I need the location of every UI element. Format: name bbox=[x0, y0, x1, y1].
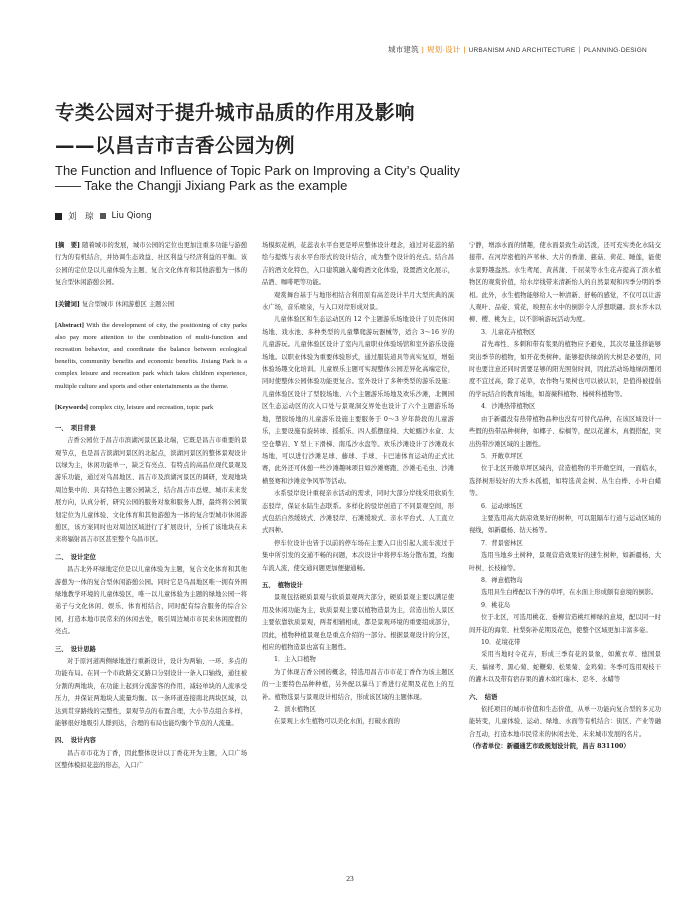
text-column-2 bbox=[262, 240, 454, 729]
paragraph: 水系驳岸设计重视亲水活动的需求，同时大部分岸线采用软质生态驳岸，保证水陆生态联系。多样化的驳岸创造了不同景观空间，形式包括自然缓坡式、沙滩驳岸、石滩缓坡式、亲水平台式、人工直立式四种。 bbox=[262, 490, 454, 535]
paragraph: 采用当地时令花卉，形成三季有花的景象，如薰衣草、德国景天、福禄考、黑心菊、蛇鞭菊、松果菊、金鸡菊；冬季可选用观枝干的灌木以及带有宿存果的灌木如红瑞木、忍冬、水蜡等 bbox=[469, 651, 661, 684]
square-bullet-icon bbox=[55, 213, 62, 220]
section-heading: 三、 设计思路 bbox=[55, 645, 96, 653]
paragraph: 场模拟花柄，花蕊表水平台更是呼应整体设计理念，通过对花蕊的描绘与提炼与表水平台形式的设计结合，成为整个设计的亮点。结合昌吉的酒文化特色，入口建筑融入葡萄酒文化体验，设置酒文化展示，品酒、咖啡吧等功能。 bbox=[262, 242, 454, 287]
section-heading: 二、 设计定位 bbox=[55, 553, 96, 561]
author-affiliation: （作者单位：新疆通艺市政规划设计院，昌吉 831100） bbox=[469, 743, 630, 751]
paragraph: 宁静，增添水面的情趣，使水面景致生动活泼，还可充实类化水陆交接带。在河岸密植的芦苇林、大片的香蒲、慈菇、荷花、睡莲，能使水景野趣盎然。水生鸢尾、黄菖蒲、千屈菜等水生花卉提高了滨水植物区的观赏价值，给水岸线带来清新怡人的自然景观和四季分明的季相。此外，水生植物能够给人一种清新、舒畅的感觉，不仅可以让游人观叶、品姿、赏花，映照在水中的倒影令人浮想联翩。滨水乔木以柳、樱、桃为主，以不影响游玩活动为度。 bbox=[469, 242, 661, 324]
keywords-cn: [关键词] 复合型城市 休闲游憩区 主题公园 bbox=[55, 300, 175, 308]
author-name-cn: 刘 琼 bbox=[68, 212, 94, 222]
section-heading: 五、 植物设计 bbox=[262, 581, 303, 589]
subsection-heading: 2．滨水植物区 bbox=[273, 706, 316, 714]
paragraph: 儿童体验区和生态运动区的 12 个主题游乐场地设计了贝壳休闲场地、戏水池、多种类型的儿童攀爬游玩器械等，适合 3～16 岁的儿童游玩。儿童体验区设计了室内儿童职业体验场馆和室外游乐设施场地。以职业体验为重要体验形式，通过服装道具等真实复原，增强体验场趣文化培训。儿童娱乐主题可实现整体公园差异化高端定位，同时使整体公园体验功能更复合。室外设计了多种类型的游乐设施：儿童体验区设计了型胶场地、六个主题游乐场地及欢乐沙滩，北侧园区生态运动区的次入口处与景观洞交界处也设计了六个主题游乐场地，塑胶场地的儿童游乐设施主要服务于 0～3 岁年龄段的儿童游乐，主要设施有旋转球、摇摇乐、四人摇摆座椅、大蛇蠕沙水盒、太空仓攀岩、Y 型上下滑梯、南瓜沙水盘等。欢乐沙滩设计了沙滩戏水场地，可以进行沙滩足球、藤球、手球、卡巴迪体育运动的正式比赛，此外还可休憩一些沙滩趣味项目如沙滩赛跑、沙滩毛毛虫、沙滩横竖赛和沙滩竞争风筝等活动。 bbox=[262, 316, 454, 485]
paragraph: 依托项目的城市价值和生态价值，从单一功能向复合型的多元功能转变，儿童体验、运动、绿地、水面等有机结合：街区、产业等融合互动，打造本地市民常来的休闲去处、未来城市发展的名片。 bbox=[469, 706, 661, 738]
subsection-heading: 8．禅意植物岛 bbox=[480, 576, 523, 584]
header-separator: | bbox=[578, 45, 581, 54]
section-heading: 一、 项目背景 bbox=[55, 424, 96, 432]
author-name-en: Liu Qiong bbox=[111, 211, 152, 221]
subsection-heading: 4．沙滩热带植物区 bbox=[480, 403, 536, 411]
paragraph: 主要选用高大荫凉效果好的树种，可以阻隔车行道与运动区域的视线，如新疆杨、钻天杨等。 bbox=[469, 514, 661, 535]
header-separator: | bbox=[463, 45, 466, 54]
paragraph: 昌吉市市花为丁香，因此整体设计以丁香花开为主题，入口广场区整体模拟花蕊的形态，入口广 bbox=[55, 749, 247, 770]
paragraph: 由于新疆没有热带植物品种也没有可替代品种，在该区域设计一些假的热带品种树种，如椰子、棕榈等，配以花灌木，真假搭配，突出热带沙滩区域的主题性。 bbox=[469, 415, 661, 448]
title-cn: 专类公园对于提升城市品质的作用及影响 bbox=[55, 101, 416, 124]
keywords-en: [Keywords] complex city, leisure and recreation, topic park bbox=[55, 403, 214, 411]
author-line bbox=[55, 210, 152, 222]
subtitle-en: —— Take the Changji Jixiang Park as the example bbox=[55, 178, 348, 193]
text-column-1 bbox=[55, 240, 247, 773]
header-separator: | bbox=[421, 45, 424, 54]
section-heading: 四、 设计内容 bbox=[55, 737, 96, 745]
header-journal: 城市建筑 bbox=[388, 45, 419, 54]
square-bullet-icon bbox=[100, 213, 106, 219]
paragraph: 景观包括硬质景观与软质景观两大部分，硬质景观主要以满足使用及休闲功能为主，软质景观主要以植物造景为主，营造出怡人景区主要依靠软质景观，两者相辅相成，都是景观环境的重要组成部分，因此，植物种植景观也是重点介绍的一部分。根据景观设计的分区，相应的植物造景也富有主题性。 bbox=[262, 594, 454, 651]
paragraph: 在景观上水生植物可以美化水面，打破水面的 bbox=[273, 718, 400, 726]
abstract-cn: [摘 要] 随着城市的发展，城市公园的定位也更加注重多功能与游憩行为的有机结合，并协调生态效益、社区利益与经济利益的平衡。该公园的定位是以儿童体验为主题、复合文化体育和其他游憩为一体的复合型休闲游憩公园。 bbox=[55, 242, 247, 287]
paragraph: 首先毒性、多刺和带有浆果的植物应予避免，其次尽量选择能够突出季节的植物，如开花类树种。能够提供绿荫的大树是必要的，同时也要注意还同时需要足够的阳光照射时间，因此活动场地绿荫覆闭度不宜过高，除了花草，农作物与果树也可以被认识，是值得被提倡的学玩结合的教育场地，如蔷薇科植物、榛树科植物等。 bbox=[469, 341, 661, 398]
header-section-cn: 规划·设计 bbox=[426, 45, 461, 54]
title-en: The Function and Influence of Topic Park on Improving a City’s Quality bbox=[55, 163, 460, 178]
paragraph: 选用具生白桦配以千净的草坪，在水面上形成颇有意境的倒影。 bbox=[480, 589, 658, 597]
paragraph: 吉香公园位于昌吉市滨湖河景区最北端，它既是昌吉市重要的景观节点，也是昌吉滨湖河景区的北起点，滨湖河景区的整体景观设计以绿为主，休闲功能单一，缺乏有亮点、有特点的高品位现代景观及游乐功能，通过对乌昌地区、昌吉市及滨湖河景区的调研，发现地块周边集中的、具有特色主题公园缺乏，结合昌吉市总规、城市未来发展方向，认真分析，研究公园的服务对象和服务人群，最终将公园策划定位为儿童体验、文化体育和其他游憩为一体的复合型城市休闲游憩区，该方案同时也对周边区域进行了扩展设计，分析了该地块在未来将辐射昌吉市区甚至整个乌昌市区。 bbox=[55, 437, 247, 544]
subsection-heading: 1．主入口植物 bbox=[273, 656, 316, 664]
subsection-heading: 9．桃花岛 bbox=[480, 601, 511, 609]
paragraph: 位于北区开敞草坪区域内，营造植物的半开敞空间，一面临水，选择树形较好的大乔木孤植，如特选黄金树、丛生白桦、小叶白蜡等。 bbox=[469, 465, 661, 498]
subsection-heading: 6．运动球场区 bbox=[480, 502, 523, 510]
page-number: 23 bbox=[346, 874, 354, 883]
running-header bbox=[388, 44, 647, 55]
paragraph: 为了体现吉香公园的概念，特选用昌吉市市花丁香作为该主题区的一主要特色品种种植，另外配以暴马丁香进行花期及花色上的互补。植物选景与景观设计相结合，形成该区域的主题体现。 bbox=[262, 668, 454, 701]
header-section-en: URBANISM AND ARCHITECTURE bbox=[468, 47, 576, 54]
subsection-heading: 5．开敞草坪区 bbox=[480, 452, 523, 460]
section-heading: 六、 结语 bbox=[469, 693, 498, 701]
abstract-en: [Abstract] With the development of city, the positioning of city parks also pay more attention to the combination of multi-function and recreation behavior, and coordinate the balance between ecological benefits, community benefits and economic benefits. Jixiang Park is a complex leisure and recreation park which takes children experience, multiple culture and sports and other entertainments as the theme. bbox=[55, 322, 247, 390]
header-subsection-en: PLANNING·DESIGN bbox=[583, 47, 647, 54]
paragraph: 昌吉北外环绿地定位是以儿童体验为主题，复合文化体育和其他游憩为一体的复合型休闲游憩公园。同时它是乌昌地区唯一拥有外围绿地教学环境的儿童体验区，唯一以儿童体验为主题的绿地公园一将弟子与文化休闲、娱乐、体育相结合，同时配有综合服务的综合公园，打造本地市民常来的休闲去处，吸引周边城市市民来休闲度假的亮点。 bbox=[55, 566, 247, 636]
paragraph: 选用当地乡土树种，景观营造效果好的速生树种，如新疆杨、大叶树、长枝榆等。 bbox=[469, 552, 661, 572]
paragraph: 对于原河道两侧绿地进行重新设计，设计为两轴、一环、多点的功能布局。在同一个市政路交叉路口分别设计一条入口轴线，通往被分割的两地块，在功能上起到分流游客的作用，减轻单块的人流承受压力，并保证两地块人流量均衡。以一条环道连接南北两块区域，以达到贯穿路线的完整性，景观节点的布置合理，大小节点组合多样，能够很好地吸引人群到达，合理的布局也能均衡个节点的人流量。 bbox=[55, 658, 247, 728]
subsection-heading: 3．儿童花卉植物区 bbox=[480, 328, 536, 336]
paragraph: 停车位设计也皆于以前的停车场在主要入口出引起人流车流过于集中所引发的交通不畅的问题，本次设计中将停车场分散布置，均衡车流人流，使交通问题更加便捷通畅。 bbox=[262, 539, 454, 572]
subsection-heading: 7．背景密林区 bbox=[480, 539, 523, 547]
paragraph: 位于北区，可选用桃花、垂柳营造桃红柳绿的意境，配以同一时间开花的海棠、杜梨弥补花期及花色，使整个区域更加丰富多姿。 bbox=[469, 614, 661, 634]
subsection-heading: 10．花境花带 bbox=[480, 639, 521, 646]
text-column-3 bbox=[469, 240, 661, 754]
subtitle-cn: ——以昌吉市吉香公园为例 bbox=[55, 134, 296, 157]
paragraph: 观赏舞台基于与地形相结合利用原有高差设计半月大型庆典的演水广场，音乐喷泉，与入口对岸形成对景。 bbox=[262, 291, 454, 312]
